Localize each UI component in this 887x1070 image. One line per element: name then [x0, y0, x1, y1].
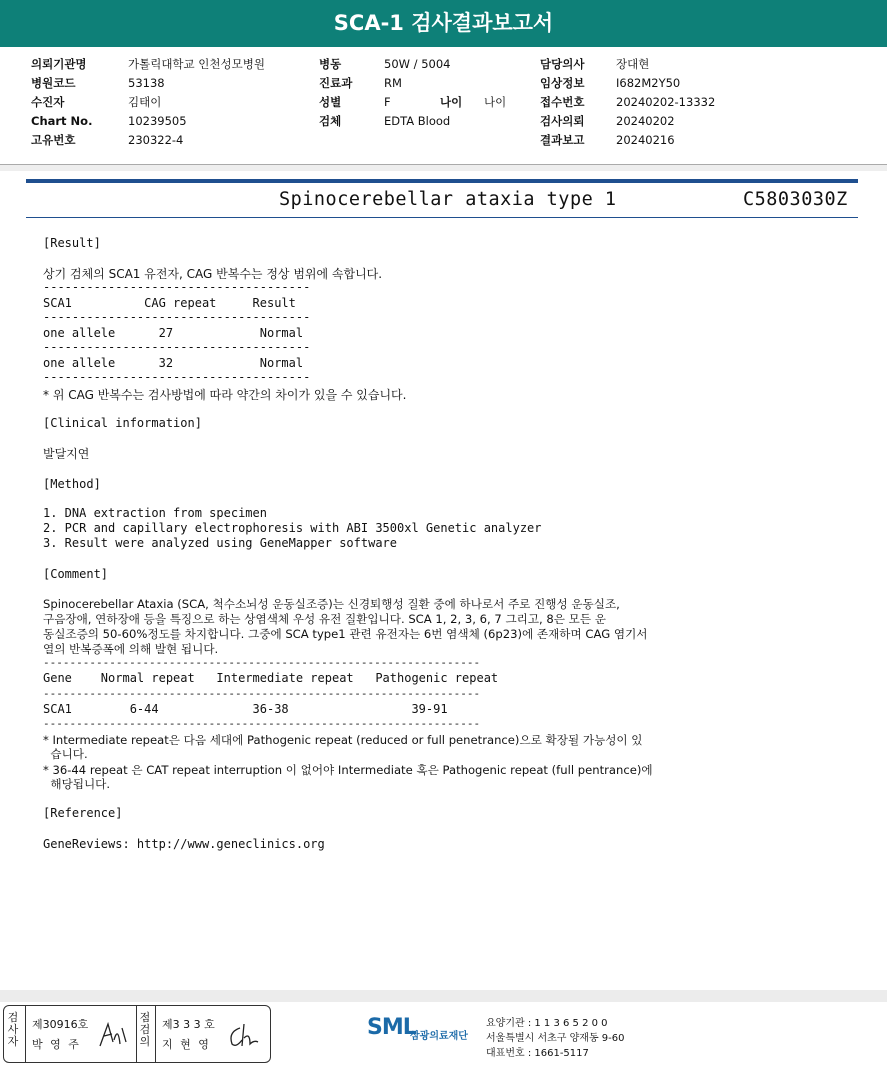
- info-value: EDTA Blood: [384, 114, 451, 128]
- info-row: [31, 131, 265, 150]
- reference-text: GeneReviews: http://www.geneclinics.org: [43, 837, 325, 851]
- info-row: [540, 74, 715, 93]
- info-row: [31, 112, 265, 131]
- result-summary: 상기 검체의 SCA1 유전자, CAG 반복수는 정상 범위에 속합니다.: [43, 267, 383, 281]
- info-value: I682M2Y50: [616, 76, 681, 90]
- info-row: [319, 74, 506, 93]
- age-value: 나이: [484, 95, 507, 109]
- info-value: 230322-4: [128, 133, 184, 147]
- age-label: 나이: [440, 95, 463, 109]
- info-label: 고유번호: [31, 133, 76, 147]
- result-heading: [Result]: [43, 236, 101, 250]
- reviewer-label: 점 검 의: [139, 1011, 151, 1048]
- reference-heading: [Reference]: [43, 806, 123, 820]
- tester-number: 제30916호: [32, 1018, 89, 1031]
- info-col1: [31, 55, 265, 150]
- result-divider: -------------------------------------: [43, 340, 311, 354]
- info-row: [540, 55, 715, 74]
- comment-divider: ------------------------------------------------------------------: [43, 717, 481, 730]
- comment-table-header: Gene Normal repeat Intermediate repeat Pathogenic repeat: [43, 671, 499, 685]
- method-line: 2. PCR and capillary electrophoresis with ABI 3500xl Genetic analyzer: [43, 521, 542, 535]
- report-title: SCA-1 검사결과보고서: [0, 0, 887, 47]
- method-line: 1. DNA extraction from specimen: [43, 506, 267, 520]
- org-name: 삼광의료재단: [410, 1031, 468, 1042]
- info-row: [319, 93, 506, 112]
- comment-note: 해당됩니다.: [43, 777, 111, 791]
- reviewer-signature-icon: [226, 1020, 262, 1050]
- comment-line: 구음장애, 연하장애 등을 특징으로 하는 상염색체 우성 유전 질환입니다. SCA 1, 2, 3, 6, 7 그리고, 8은 모든 운: [43, 612, 606, 626]
- signature-box: [3, 1005, 271, 1063]
- comment-line: 동실조증의 50-60%정도를 차지합니다. 그중에 SCA type1 관련 유전자는 6번 염색체 (6p23)에 존재하며 CAG 염기서: [43, 627, 648, 641]
- info-value: 10239505: [128, 114, 187, 128]
- comment-heading: [Comment]: [43, 567, 109, 581]
- info-value: 20240202-13332: [616, 95, 716, 109]
- info-row: [31, 93, 265, 112]
- info-label: 담당의사: [540, 57, 585, 71]
- title-rule-bottom: [26, 217, 858, 218]
- info-label: 의뢰기관명: [31, 57, 87, 71]
- tester-signature-icon: [96, 1020, 132, 1050]
- comment-note: * 36-44 repeat 은 CAT repeat interruption 이 없어야 Intermediate 혹은 Pathogenic repeat (full pentrance)에: [43, 763, 653, 777]
- info-label: 임상정보: [540, 76, 585, 90]
- institution-code: 요양기관 : 1 1 3 6 5 2 0 0: [486, 1018, 608, 1029]
- result-note: * 위 CAG 반복수는 검사방법에 따라 약간의 차이가 있을 수 있습니다.: [43, 388, 407, 402]
- info-label: 병원코드: [31, 76, 76, 90]
- info-label: 검사의뢰: [540, 114, 585, 128]
- test-code: C5803030Z: [743, 189, 848, 210]
- address: 서울특별시 서초구 양재동 9-60: [486, 1033, 625, 1044]
- comment-divider: ------------------------------------------------------------------: [43, 656, 481, 669]
- info-value: 53138: [128, 76, 165, 90]
- info-value: 장대현: [616, 57, 650, 71]
- comment-line: Spinocerebellar Ataxia (SCA, 척수소뇌성 운동실조증)는 신경퇴행성 질환 중에 하나로서 주로 진행성 운동실조,: [43, 597, 620, 611]
- comment-table-row: SCA1 6-44 36-38 39-91: [43, 702, 448, 716]
- reviewer-number: 제3 3 3 호: [162, 1018, 215, 1031]
- info-row: [540, 131, 715, 150]
- result-row: one allele 32 Normal: [43, 356, 304, 370]
- phone: 대표번호 : 1661-5117: [486, 1048, 589, 1059]
- info-label: Chart No.: [31, 114, 93, 128]
- info-label: 성별: [319, 95, 342, 109]
- info-value: RM: [384, 76, 402, 90]
- info-label: 진료과: [319, 76, 353, 90]
- info-value: 김태이: [128, 95, 162, 109]
- tester-label: 검 사 자: [7, 1011, 19, 1048]
- info-label: 결과보고: [540, 133, 585, 147]
- reviewer-name: 지 현 영: [162, 1038, 211, 1051]
- sig-divider: [25, 1006, 26, 1062]
- info-label: 검체: [319, 114, 342, 128]
- comment-note: * Intermediate repeat은 다음 세대에 Pathogenic repeat (reduced or full penetrance)으로 확장될 가능성이 있: [43, 733, 643, 747]
- info-row: [319, 55, 506, 74]
- info-col2: [319, 55, 506, 131]
- info-row: [31, 74, 265, 93]
- clinical-heading: [Clinical information]: [43, 416, 202, 430]
- sig-divider: [155, 1006, 156, 1062]
- result-divider: -------------------------------------: [43, 280, 311, 294]
- info-value: 20240202: [616, 114, 675, 128]
- info-label: 병동: [319, 57, 342, 71]
- info-row: [319, 112, 506, 131]
- test-name: Spinocerebellar ataxia type 1: [279, 189, 617, 210]
- comment-line: 열의 반복증폭에 의해 발현 됩니다.: [43, 642, 219, 656]
- result-divider: -------------------------------------: [43, 370, 311, 384]
- info-row: [540, 93, 715, 112]
- title-rule-top: [26, 179, 858, 183]
- info-value: F: [384, 95, 391, 109]
- info-value: 가톨릭대학교 인천성모병원: [128, 57, 265, 71]
- comment-divider: ------------------------------------------------------------------: [43, 687, 481, 700]
- divider-band: [0, 165, 887, 171]
- footer-band: [0, 990, 887, 1002]
- result-divider: -------------------------------------: [43, 310, 311, 324]
- method-heading: [Method]: [43, 477, 101, 491]
- sig-divider: [136, 1006, 137, 1062]
- sml-logo: SML: [367, 1015, 416, 1040]
- info-value: 50W / 5004: [384, 57, 451, 71]
- clinical-text: 발달지연: [43, 447, 90, 461]
- comment-note: 습니다.: [43, 747, 88, 761]
- info-label: 수진자: [31, 95, 65, 109]
- info-value: 20240216: [616, 133, 675, 147]
- tester-name: 박 영 주: [32, 1038, 81, 1051]
- info-row: [31, 55, 265, 74]
- method-line: 3. Result were analyzed using GeneMapper software: [43, 536, 398, 550]
- info-label: 접수번호: [540, 95, 585, 109]
- info-col3: [540, 55, 715, 150]
- result-row: one allele 27 Normal: [43, 326, 304, 340]
- result-table-header: SCA1 CAG repeat Result: [43, 296, 296, 310]
- info-row: [540, 112, 715, 131]
